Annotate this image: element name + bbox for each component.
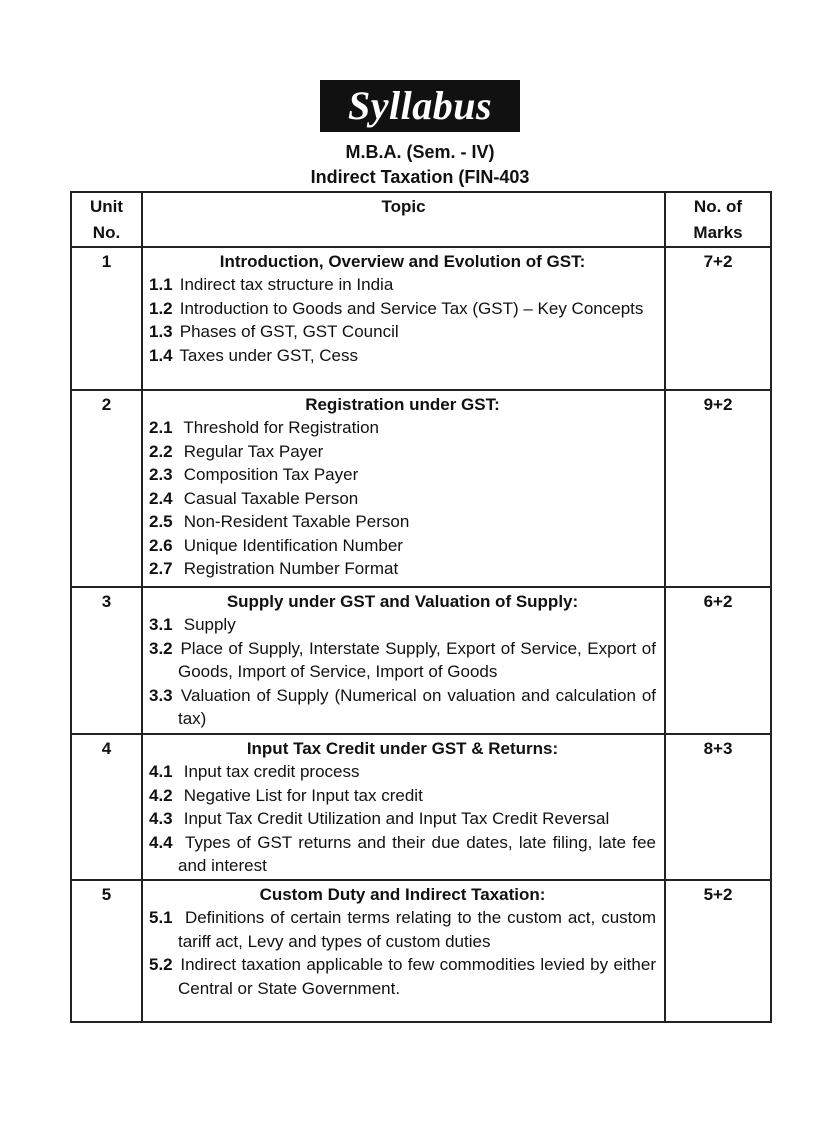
list-item — [149, 463, 656, 487]
list-item — [149, 906, 656, 953]
item-text: Indirect taxation applicable to few commodities levied by either Central or State Government. — [178, 955, 656, 998]
banner-title: Syllabus — [347, 83, 493, 128]
item-number: 2.6 — [149, 535, 173, 555]
list-item — [149, 760, 656, 784]
topic-cell — [142, 587, 665, 734]
item-text: Input tax credit process — [183, 762, 360, 781]
table-row — [71, 734, 771, 880]
table-row — [71, 880, 771, 1022]
syllabus-table — [70, 191, 772, 1023]
item-text: Indirect tax structure in India — [179, 275, 394, 294]
item-text: Place of Supply, Interstate Supply, Export of Service, Export of Goods, Import of Service, Import of Goods — [178, 638, 656, 681]
marks-value: 9+2 — [665, 390, 771, 587]
item-text: Regular Tax Payer — [183, 441, 324, 461]
column-header-topic: Topic — [142, 192, 665, 247]
list-item — [149, 684, 656, 731]
item-number: 1.1 — [149, 275, 173, 294]
list-item — [149, 440, 656, 464]
list-item — [149, 613, 656, 637]
marks-value: 8+3 — [665, 734, 771, 880]
item-text: Negative List for Input tax credit — [183, 785, 423, 805]
item-number: 2.2 — [149, 441, 173, 461]
list-item — [149, 297, 656, 321]
item-text: Composition Tax Payer — [183, 465, 359, 484]
list-item — [149, 273, 656, 297]
item-number: 5.2 — [149, 955, 173, 974]
item-text: Definitions of certain terms relating to the custom act, custom tariff act, Levy and types of custom duties — [178, 908, 656, 951]
unit-heading: Input Tax Credit under GST & Returns: — [246, 739, 559, 758]
syllabus-banner — [320, 80, 520, 132]
list-item — [149, 487, 656, 511]
item-text: Types of GST returns and their due dates, late filing, late fee and interest — [178, 832, 657, 875]
unit-heading: Registration under GST: — [305, 395, 500, 414]
paper-title: Indirect Taxation (FIN-403 — [310, 167, 530, 187]
item-number: 3.2 — [149, 638, 173, 658]
item-number: 2.4 — [149, 488, 173, 508]
item-number: 5.1 — [149, 908, 173, 927]
item-text: Registration Number Format — [183, 559, 399, 578]
list-item — [149, 344, 656, 368]
item-text: Non-Resident Taxable Person — [183, 512, 410, 531]
list-item — [149, 953, 656, 1000]
column-header-marks: No. of Marks — [665, 192, 771, 247]
topic-cell — [142, 390, 665, 587]
list-item — [149, 831, 656, 878]
item-number: 1.2 — [149, 298, 173, 318]
list-item — [149, 416, 656, 440]
list-item — [149, 320, 656, 344]
list-item — [149, 534, 656, 558]
course-title: M.B.A. (Sem. - IV) — [345, 142, 495, 162]
item-text: Supply — [183, 615, 236, 634]
list-item — [149, 784, 656, 808]
column-header-unit: Unit No. — [71, 192, 142, 247]
topic-cell — [142, 880, 665, 1022]
item-text: Introduction to Goods and Service Tax (GST) – Key Concepts — [179, 298, 644, 318]
item-number: 1.3 — [149, 322, 173, 341]
marks-value: 5+2 — [665, 880, 771, 1022]
unit-heading: Supply under GST and Valuation of Supply: — [226, 592, 579, 611]
list-item — [149, 557, 656, 581]
table-row — [71, 247, 771, 390]
item-number: 2.7 — [149, 559, 173, 578]
item-number: 2.3 — [149, 465, 173, 484]
item-number: 4.3 — [149, 809, 173, 828]
topic-cell — [142, 734, 665, 880]
item-text: Threshold for Registration — [183, 418, 380, 437]
marks-value: 6+2 — [665, 587, 771, 734]
item-text: Unique Identification Number — [183, 535, 403, 555]
table-row — [71, 390, 771, 587]
item-text: Valuation of Supply (Numerical on valuation and calculation of tax) — [178, 685, 656, 728]
item-text: Casual Taxable Person — [183, 488, 359, 508]
unit-number: 1 — [71, 247, 142, 390]
item-number: 3.1 — [149, 615, 173, 634]
unit-heading: Introduction, Overview and Evolution of GST: — [219, 252, 586, 271]
item-text: Input Tax Credit Utilization and Input Tax Credit Reversal — [183, 809, 610, 828]
item-number: 3.3 — [149, 685, 173, 705]
item-text: Taxes under GST, Cess — [179, 345, 358, 365]
unit-number: 3 — [71, 587, 142, 734]
unit-heading: Custom Duty and Indirect Taxation: — [259, 885, 546, 904]
list-item — [149, 637, 656, 684]
marks-value: 7+2 — [665, 247, 771, 390]
item-number: 1.4 — [149, 345, 173, 365]
item-number: 2.1 — [149, 418, 173, 437]
item-number: 4.1 — [149, 762, 173, 781]
unit-number: 2 — [71, 390, 142, 587]
list-item — [149, 510, 656, 534]
unit-number: 4 — [71, 734, 142, 880]
topic-cell — [142, 247, 665, 390]
item-number: 4.2 — [149, 785, 173, 805]
item-number: 4.4 — [149, 832, 173, 852]
table-row — [71, 587, 771, 734]
list-item — [149, 807, 656, 831]
item-number: 2.5 — [149, 512, 173, 531]
item-text: Phases of GST, GST Council — [179, 322, 399, 341]
table-header-row — [71, 192, 771, 247]
unit-number: 5 — [71, 880, 142, 1022]
